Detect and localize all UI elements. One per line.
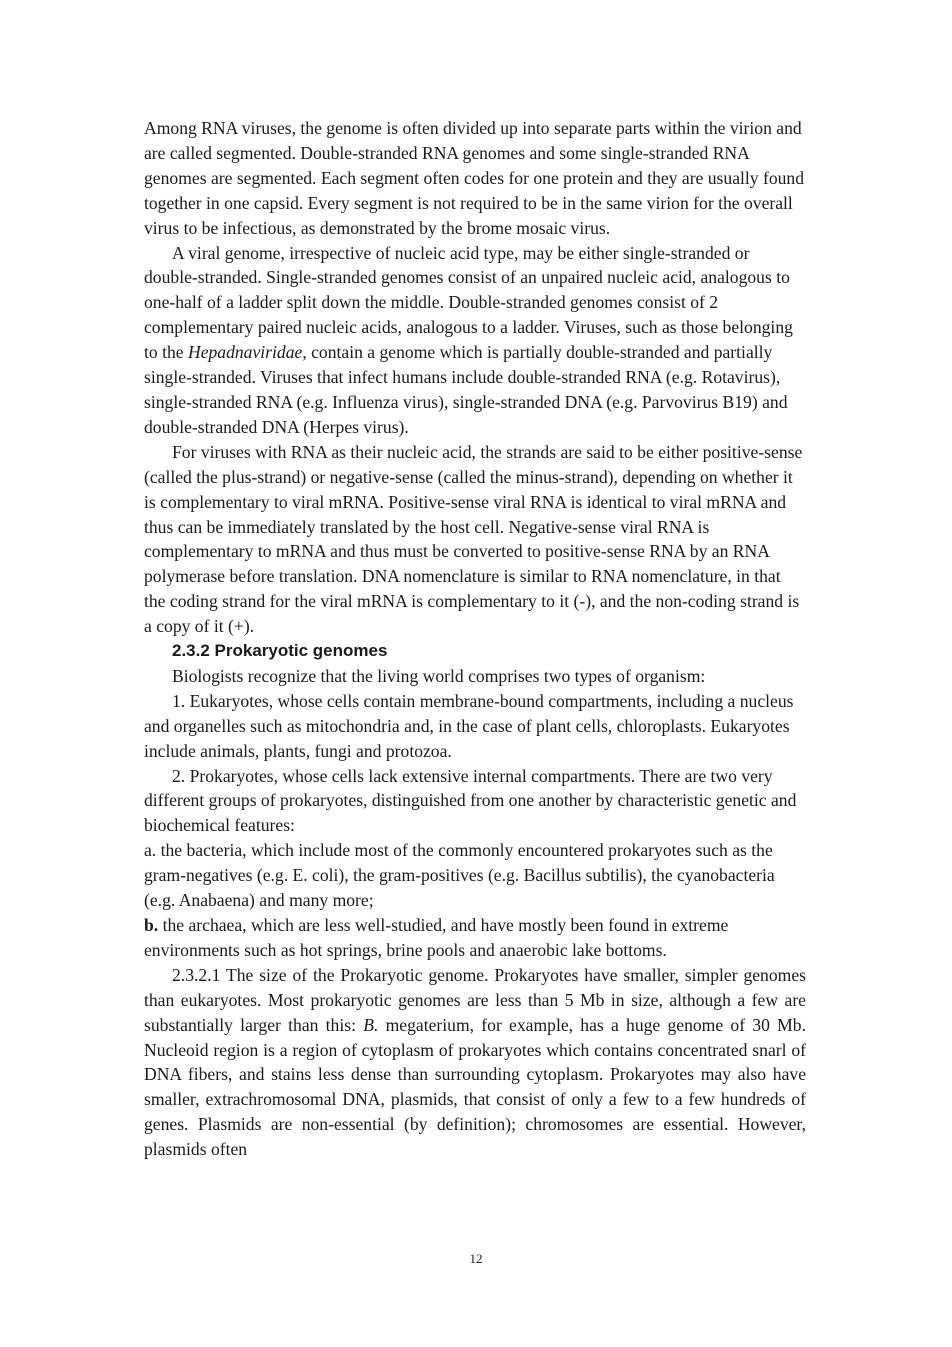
paragraph-viral-genome-strands (144, 241, 806, 440)
paragraph-genome-size (144, 963, 806, 1162)
section-heading: 2.3.2 Prokaryotic genomes (172, 641, 388, 661)
paragraph-text: , contain a genome which is partially double-stranded and partially single-stranded. Viruses that infect humans include double-stranded RNA (e.g. Rotavirus), single-stranded RNA (e.g. Influenza virus), single-stranded DNA (e.g. Parvovirus B19) and double-stranded DNA (Herpes virus). (144, 342, 788, 437)
paragraph-text: the archaea, which are less well-studied, and have mostly been found in extreme environments such as hot springs, brine pools and anaerobic lake bottoms. (144, 915, 729, 960)
paragraph-rna-sense: For viruses with RNA as their nucleic acid, the strands are said to be either positive-sense (called the plus-strand) or negative-sense (called the minus-strand), depending on whether it is complementary to viral mRNA. Positive-sense viral RNA is identical to viral mRNA and thus can be immediately translated by the host cell. Negative-sense viral RNA is complementary to mRNA and thus must be converted to positive-sense RNA by an RNA polymerase before translation. DNA nomenclature is similar to RNA nomenclature, in that the coding strand for the viral mRNA is complementary to it (-), and the non-coding strand is a copy of it (+). (144, 441, 803, 637)
paragraph-archaea (144, 913, 806, 963)
paragraph-text: megaterium, for example, has a huge genome of 30 Mb. Nucleoid region is a region of cytoplasm of prokaryotes which contains concentrated snarl of DNA fibers, and stains less dense than surrounding cytoplasm. Prokaryotes may also have smaller, extrachromosomal DNA, plasmids, that consist of only a few to a few hundreds of genes. Plasmids are non-essential (by definition); chromosomes are essential. However, plasmids often (144, 1014, 806, 1160)
paragraph-text: 2.3.2.1 The size of the Prokaryotic genome. Prokaryotes have smaller, simpler genomes than eukaryotes. Most prokaryotic genomes are less than 5 Mb in size, although a few are substantially larger than this: (144, 964, 806, 1035)
page-number: 12 (469, 1251, 483, 1266)
list-marker-b: b. (144, 915, 159, 935)
italic-genus: B. (363, 1014, 379, 1035)
page-content (144, 116, 806, 1162)
paragraph-rna-segmented: Among RNA viruses, the genome is often divided up into separate parts within the virion and are called segmented. Double-stranded RNA genomes and some single-stranded RNA genomes are segmented. Each segment often codes for one protein and they are usually found together in one capsid. Every segment is not required to be in the same virion for the overall virus to be infectious, as demonstrated by the brome mosaic virus. (144, 118, 805, 238)
paragraph-text: A viral genome, irrespective of nucleic acid type, may be either single-stranded or double-stranded. Single-stranded genomes consist of an unpaired nucleic acid, analogous to one-half of a ladder split down the middle. Double-stranded genomes consist of 2 complementary paired nucleic acids, analogous to a ladder. Viruses, such as those belonging to the (144, 242, 793, 363)
paragraph-eukaryotes: 1. Eukaryotes, whose cells contain membrane-bound compartments, including a nucleus and organelles such as mitochondria and, in the case of plant cells, chloroplasts. Eukaryotes include animals, plants, fungi and protozoa. (144, 690, 794, 761)
italic-taxon: Hepadnaviridae (187, 342, 303, 363)
paragraph-prokaryotes: 2. Prokaryotes, whose cells lack extensive internal compartments. There are two very different groups of prokaryotes, distinguished from one another by characteristic genetic and biochemical features: (144, 765, 797, 836)
paragraph-organism-types: Biologists recognize that the living world comprises two types of organism: (172, 665, 706, 686)
paragraph-bacteria: a. the bacteria, which include most of the commonly encountered prokaryotes such as the gram-negatives (e.g. E. coli), the gram-positives (e.g. Bacillus subtilis), the cyanobacteria (e.g. Anabaena) and many more; (144, 840, 775, 911)
